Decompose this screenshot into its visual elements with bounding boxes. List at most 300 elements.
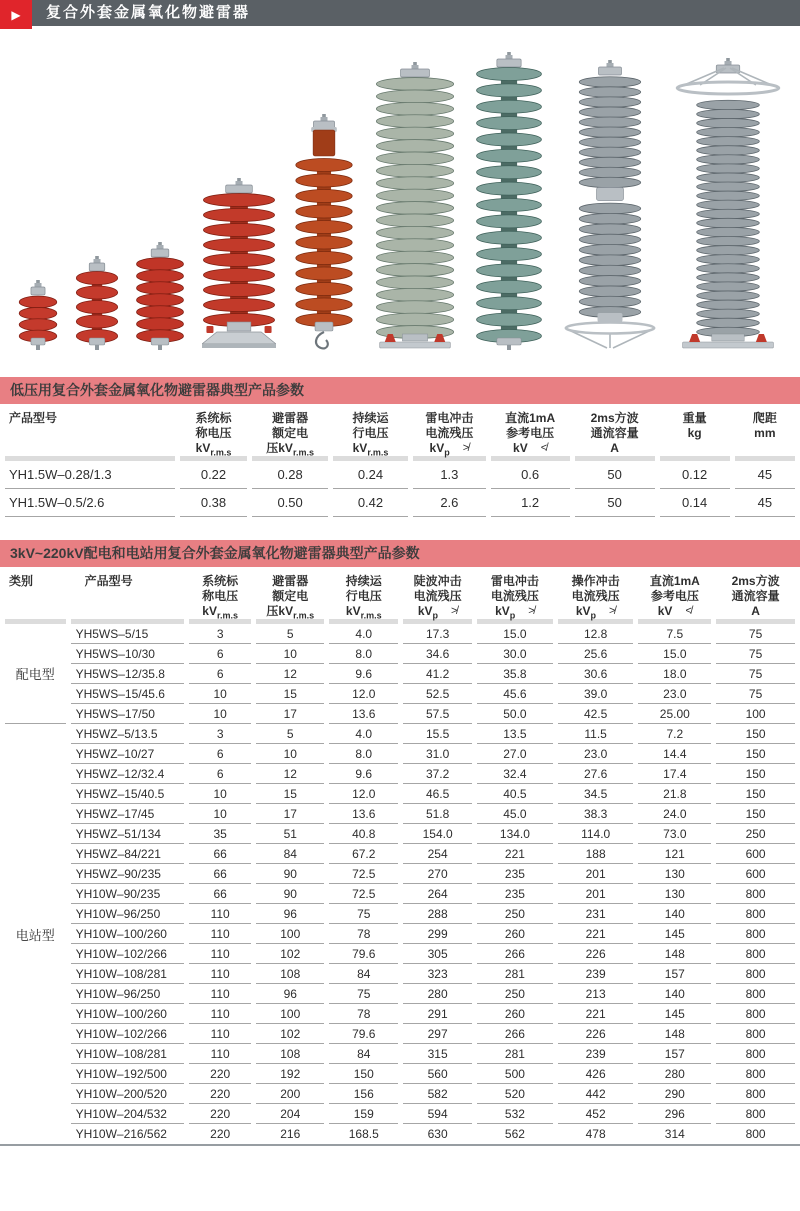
value-cell: 96 xyxy=(256,904,324,924)
value-cell: 1.3 xyxy=(413,461,485,489)
model-cell: YH5WZ–84/221 xyxy=(71,844,185,864)
model-cell: YH5WS–12/35.8 xyxy=(71,664,185,684)
value-cell: 45 xyxy=(735,461,795,489)
value-cell: 78 xyxy=(329,924,398,944)
value-cell: 4.0 xyxy=(329,624,398,644)
value-cell: 145 xyxy=(638,1004,711,1024)
value-cell: 800 xyxy=(716,984,795,1004)
value-cell: 102 xyxy=(256,944,324,964)
value-cell: 291 xyxy=(403,1004,472,1024)
arrester-photo-1 xyxy=(18,280,58,350)
value-cell: 10 xyxy=(256,744,324,764)
value-cell: 5 xyxy=(256,724,324,744)
value-cell: 114.0 xyxy=(558,824,634,844)
arrester-photo-7-svg xyxy=(473,52,545,350)
value-cell: 1.2 xyxy=(491,489,570,517)
value-cell: 150 xyxy=(716,804,795,824)
low-voltage-params-table-wrap xyxy=(0,404,800,517)
value-cell: 192 xyxy=(256,1064,324,1084)
value-cell: 800 xyxy=(716,1084,795,1104)
value-cell: 216 xyxy=(280,1127,301,1141)
value-cell: 50 xyxy=(575,461,655,489)
value-cell: 17 xyxy=(256,704,324,724)
table2-header-row xyxy=(5,567,795,624)
table-row xyxy=(5,724,795,744)
distribution-station-params-table xyxy=(0,567,800,1144)
product-photos-strip xyxy=(0,26,800,372)
value-cell: 66 xyxy=(189,844,251,864)
value-cell: 305 xyxy=(403,944,472,964)
col-header-4: 持续运 行电压 $kV_{r.m.s}$ xyxy=(329,567,398,624)
value-cell: 452 xyxy=(558,1104,634,1124)
table-row xyxy=(5,904,795,924)
model-cell: YH5WZ–17/45 xyxy=(71,804,185,824)
value-cell: 600 xyxy=(716,864,795,884)
value-cell: 4.0 xyxy=(329,724,398,744)
table2-title-bar xyxy=(0,540,800,567)
value-cell: 239 xyxy=(558,964,634,984)
value-cell: 250 xyxy=(477,904,553,924)
table-row xyxy=(5,1024,795,1044)
value-cell: 239 xyxy=(558,1044,634,1064)
table-row xyxy=(5,744,795,764)
table-row xyxy=(5,1104,795,1124)
table-row xyxy=(5,944,795,964)
table-row xyxy=(5,784,795,804)
arrester-photo-8-svg xyxy=(562,60,658,350)
value-cell: 18.0 xyxy=(638,664,711,684)
value-cell: 800 xyxy=(716,944,795,964)
value-cell: 11.5 xyxy=(558,724,634,744)
model-cell: YH10W–100/260 xyxy=(71,924,185,944)
play-arrow-icon: ▶ xyxy=(11,7,21,22)
model-cell: YH10W–100/260 xyxy=(71,1004,185,1024)
col-header-4: 雷电冲击 电流残压 $kV_p$ ≯ xyxy=(413,404,485,461)
value-cell: 52.5 xyxy=(403,684,472,704)
value-cell: 9.6 xyxy=(329,764,398,784)
col-header-5: 陡波冲击 电流残压 $kV_p$ ≯ xyxy=(403,567,472,624)
col-header-9: 2ms方波 通流容量 A xyxy=(716,567,795,624)
value-cell: 79.6 xyxy=(329,1024,398,1044)
value-cell: 0.50 xyxy=(252,489,327,517)
value-cell: 264 xyxy=(403,884,472,904)
value-cell: 15.5 xyxy=(403,724,472,744)
col-header-2: 系统标 称电压 $kV_{r.m.s}$ xyxy=(189,567,251,624)
table-row xyxy=(5,684,795,704)
value-cell: 100 xyxy=(256,924,324,944)
value-cell: 12.0 xyxy=(329,784,398,804)
col-header-7: 操作冲击 电流残压 $kV_p$ ≯ xyxy=(558,567,634,624)
value-cell: 800 xyxy=(716,1104,795,1124)
value-cell: 130 xyxy=(638,884,711,904)
value-cell: 426 xyxy=(558,1064,634,1084)
value-cell: 31.0 xyxy=(403,744,472,764)
value-cell: 296 xyxy=(638,1104,711,1124)
value-cell: 145 xyxy=(638,924,711,944)
table-row xyxy=(5,664,795,684)
table-row xyxy=(5,624,795,644)
arrester-photo-5 xyxy=(292,114,356,350)
value-cell: 150 xyxy=(329,1064,398,1084)
distribution-station-params-table-wrap xyxy=(0,567,800,1146)
value-cell: 35.8 xyxy=(477,664,553,684)
arrester-photo-7 xyxy=(473,52,545,350)
model-cell: YH5WS–15/45.6 xyxy=(71,684,185,704)
arrester-photo-9 xyxy=(674,58,782,350)
value-cell: 582 xyxy=(403,1084,472,1104)
value-cell: 67.2 xyxy=(329,844,398,864)
value-cell: 30.6 xyxy=(558,664,634,684)
value-cell: 8.0 xyxy=(329,644,398,664)
model-cell: YH10W–96/250 xyxy=(71,984,185,1004)
value-cell: 25.00 xyxy=(638,704,711,724)
model-cell: YH10W–108/281 xyxy=(71,1044,185,1064)
value-cell: 100 xyxy=(256,1004,324,1024)
value-cell: 148 xyxy=(638,1024,711,1044)
table-row xyxy=(5,924,795,944)
model-cell: YH5WZ–15/40.5 xyxy=(71,784,185,804)
value-cell: 15.0 xyxy=(477,624,553,644)
table2-title: 3kV~220kV配电和电站用复合外套金属氧化物避雷器典型产品参数 xyxy=(10,545,420,561)
value-cell: 13.6 xyxy=(329,704,398,724)
value-cell: 12 xyxy=(256,664,324,684)
value-cell: 500 xyxy=(477,1064,553,1084)
value-cell: 12 xyxy=(256,764,324,784)
value-cell: 168.5 xyxy=(348,1127,379,1141)
value-cell: 280 xyxy=(403,984,472,1004)
table-row xyxy=(5,804,795,824)
value-cell: 35 xyxy=(189,824,251,844)
value-cell: 46.5 xyxy=(403,784,472,804)
value-cell: 110 xyxy=(189,904,251,924)
value-cell: 96 xyxy=(256,984,324,1004)
value-cell: 84 xyxy=(329,964,398,984)
col-header-6: 雷电冲击 电流残压 $kV_p$ ≯ xyxy=(477,567,553,624)
table-row xyxy=(5,489,795,517)
arrester-photo-4 xyxy=(202,178,276,350)
value-cell: 50.0 xyxy=(477,704,553,724)
value-cell: 157 xyxy=(638,1044,711,1064)
value-cell: 130 xyxy=(638,864,711,884)
value-cell: 220 xyxy=(189,1104,251,1124)
table-row xyxy=(5,764,795,784)
value-cell: 520 xyxy=(477,1084,553,1104)
col-header-0: 产品型号 xyxy=(5,404,175,461)
value-cell: 188 xyxy=(558,844,634,864)
value-cell: 201 xyxy=(558,864,634,884)
value-cell: 10 xyxy=(189,684,251,704)
model-cell: YH10W–102/266 xyxy=(71,944,185,964)
page-title: 复合外套金属氧化物避雷器 xyxy=(46,4,251,21)
value-cell: 204 xyxy=(256,1104,324,1124)
value-cell: 41.2 xyxy=(403,664,472,684)
value-cell: 0.6 xyxy=(491,461,570,489)
brand-arrow-box xyxy=(0,0,32,29)
value-cell: 254 xyxy=(403,844,472,864)
value-cell: 23.0 xyxy=(638,684,711,704)
value-cell: 42.5 xyxy=(558,704,634,724)
value-cell: 6 xyxy=(189,644,251,664)
value-cell: 800 xyxy=(716,964,795,984)
value-cell: 260 xyxy=(477,1004,553,1024)
value-cell: 79.6 xyxy=(329,944,398,964)
value-cell: 800 xyxy=(745,1127,766,1141)
table-row xyxy=(5,844,795,864)
model-cell: YH5WS–17/50 xyxy=(71,704,185,724)
value-cell: 13.6 xyxy=(329,804,398,824)
model-cell: YH10W–90/235 xyxy=(71,884,185,904)
value-cell: 110 xyxy=(189,964,251,984)
value-cell: 0.22 xyxy=(180,461,248,489)
value-cell: 220 xyxy=(189,1084,251,1104)
value-cell: 45.6 xyxy=(477,684,553,704)
value-cell: 34.6 xyxy=(403,644,472,664)
table-row xyxy=(5,824,795,844)
value-cell: 110 xyxy=(189,1044,251,1064)
table-row xyxy=(5,704,795,724)
value-cell: 10 xyxy=(256,644,324,664)
arrester-photo-6-svg xyxy=(373,62,457,350)
arrester-photo-1-svg xyxy=(18,280,58,350)
value-cell: 478 xyxy=(585,1127,606,1141)
model-cell: YH10W–192/500 xyxy=(71,1064,185,1084)
value-cell: 32.4 xyxy=(477,764,553,784)
arrester-photo-3 xyxy=(135,242,185,350)
table-row xyxy=(5,964,795,984)
value-cell: 6 xyxy=(189,744,251,764)
value-cell: 14.4 xyxy=(638,744,711,764)
value-cell: 800 xyxy=(716,1024,795,1044)
value-cell: 72.5 xyxy=(329,884,398,904)
value-cell: 288 xyxy=(403,904,472,924)
arrester-photo-3-svg xyxy=(135,242,185,350)
value-cell: 3 xyxy=(189,624,251,644)
value-cell: 281 xyxy=(477,964,553,984)
model-cell: YH5WZ–90/235 xyxy=(71,864,185,884)
value-cell: 314 xyxy=(664,1127,685,1141)
value-cell: 800 xyxy=(716,884,795,904)
value-cell: 21.8 xyxy=(638,784,711,804)
value-cell: 154.0 xyxy=(403,824,472,844)
value-cell: 75 xyxy=(716,624,795,644)
table1-title-bar xyxy=(0,377,800,404)
value-cell: 250 xyxy=(716,824,795,844)
value-cell: 72.5 xyxy=(329,864,398,884)
table-row xyxy=(5,864,795,884)
value-cell: 30.0 xyxy=(477,644,553,664)
value-cell: 226 xyxy=(558,1024,634,1044)
value-cell: 800 xyxy=(716,1064,795,1084)
value-cell: 270 xyxy=(403,864,472,884)
value-cell: 221 xyxy=(477,844,553,864)
value-cell: 102 xyxy=(256,1024,324,1044)
value-cell: 75 xyxy=(329,904,398,924)
value-cell: 100 xyxy=(716,704,795,724)
value-cell: 226 xyxy=(558,944,634,964)
value-cell: 250 xyxy=(477,984,553,1004)
value-cell: 221 xyxy=(558,924,634,944)
value-cell: 281 xyxy=(477,1044,553,1064)
value-cell: 231 xyxy=(558,904,634,924)
value-cell: 45 xyxy=(735,489,795,517)
col-header-1: 系统标 称电压 $kV_{r.m.s}$ xyxy=(180,404,248,461)
value-cell: 17.3 xyxy=(403,624,472,644)
value-cell: 140 xyxy=(638,984,711,1004)
value-cell: 134.0 xyxy=(477,824,553,844)
table-row xyxy=(5,1064,795,1084)
value-cell: 235 xyxy=(477,884,553,904)
value-cell: 0.14 xyxy=(660,489,730,517)
value-cell: 73.0 xyxy=(638,824,711,844)
col-header-2: 避雷器 额定电 压$kV_{r.m.s}$ xyxy=(252,404,327,461)
value-cell: 10 xyxy=(189,804,251,824)
value-cell: 220 xyxy=(210,1127,231,1141)
value-cell: 10 xyxy=(189,704,251,724)
value-cell: 40.8 xyxy=(329,824,398,844)
value-cell: 0.38 xyxy=(180,489,248,517)
model-cell: YH10W–200/520 xyxy=(71,1084,185,1104)
value-cell: 201 xyxy=(558,884,634,904)
value-cell: 6 xyxy=(189,664,251,684)
value-cell: 0.24 xyxy=(333,461,408,489)
value-cell: 266 xyxy=(477,1024,553,1044)
model-cell: YH10W–96/250 xyxy=(71,904,185,924)
value-cell: 562 xyxy=(504,1127,525,1141)
col-header-3: 避雷器 额定电 压$kV_{r.m.s}$ xyxy=(256,567,324,624)
value-cell: 235 xyxy=(477,864,553,884)
arrester-photo-5-svg xyxy=(292,114,356,350)
value-cell: 5 xyxy=(256,624,324,644)
table-row xyxy=(5,884,795,904)
value-cell: 90 xyxy=(256,864,324,884)
value-cell: 150 xyxy=(716,764,795,784)
value-cell: 51 xyxy=(256,824,324,844)
value-cell: 221 xyxy=(558,1004,634,1024)
value-cell: 75 xyxy=(716,684,795,704)
value-cell: 27.6 xyxy=(558,764,634,784)
arrester-photo-2 xyxy=(75,256,119,350)
value-cell: 24.0 xyxy=(638,804,711,824)
value-cell: 84 xyxy=(329,1044,398,1064)
value-cell: 600 xyxy=(716,844,795,864)
value-cell: 0.28 xyxy=(252,461,327,489)
category-cell: 配电型 xyxy=(5,624,66,724)
value-cell: 90 xyxy=(256,884,324,904)
value-cell: 150 xyxy=(716,724,795,744)
value-cell: 140 xyxy=(638,904,711,924)
col-header-8: 直流1mA 参考电压 kV ≮ xyxy=(638,567,711,624)
arrester-photo-9-svg xyxy=(674,58,782,350)
value-cell: 75 xyxy=(716,644,795,664)
arrester-photo-8 xyxy=(562,60,658,350)
value-cell: 7.2 xyxy=(638,724,711,744)
value-cell: 15 xyxy=(256,784,324,804)
value-cell: 0.42 xyxy=(333,489,408,517)
value-cell: 121 xyxy=(638,844,711,864)
value-cell: 7.5 xyxy=(638,624,711,644)
value-cell: 266 xyxy=(477,944,553,964)
value-cell: 315 xyxy=(403,1044,472,1064)
table-row xyxy=(5,984,795,1004)
value-cell: 323 xyxy=(403,964,472,984)
col-header-8: 爬距 mm xyxy=(735,404,795,461)
table-row xyxy=(5,1124,795,1144)
value-cell: 12.8 xyxy=(558,624,634,644)
table-row xyxy=(5,461,795,489)
value-cell: 45.0 xyxy=(477,804,553,824)
value-cell: 40.5 xyxy=(477,784,553,804)
model-cell: YH5WZ–12/32.4 xyxy=(71,764,185,784)
col-header-5: 直流1mA 参考电压 kV ≮ xyxy=(491,404,570,461)
value-cell: 25.6 xyxy=(558,644,634,664)
value-cell: 800 xyxy=(716,1004,795,1024)
value-cell: 108 xyxy=(256,1044,324,1064)
page-header-bar xyxy=(0,0,800,26)
value-cell: 220 xyxy=(189,1064,251,1084)
value-cell: 156 xyxy=(329,1084,398,1104)
low-voltage-params-table xyxy=(0,404,800,517)
value-cell: 159 xyxy=(329,1104,398,1124)
value-cell: 34.5 xyxy=(558,784,634,804)
col-header-3: 持续运 行电压 $kV_{r.m.s}$ xyxy=(333,404,408,461)
value-cell: 9.6 xyxy=(329,664,398,684)
value-cell: 12.0 xyxy=(329,684,398,704)
model-cell: YH5WZ–5/13.5 xyxy=(71,724,185,744)
table-row xyxy=(5,644,795,664)
value-cell: 15.0 xyxy=(638,644,711,664)
arrester-photo-2-svg xyxy=(75,256,119,350)
value-cell: 27.0 xyxy=(477,744,553,764)
arrester-photo-4-svg xyxy=(202,178,276,350)
value-cell: 3 xyxy=(189,724,251,744)
model-cell: YH5WZ–10/27 xyxy=(71,744,185,764)
value-cell: 75 xyxy=(329,984,398,1004)
model-cell: YH10W–204/532 xyxy=(71,1104,185,1124)
value-cell: 78 xyxy=(329,1004,398,1024)
value-cell: 630 xyxy=(427,1127,448,1141)
value-cell: 290 xyxy=(638,1084,711,1104)
value-cell: 0.12 xyxy=(660,461,730,489)
model-cell: YH10W–108/281 xyxy=(71,964,185,984)
table-row xyxy=(5,1004,795,1024)
value-cell: 50 xyxy=(575,489,655,517)
value-cell: 108 xyxy=(256,964,324,984)
model-cell: YH1.5W–0.28/1.3 xyxy=(5,461,175,489)
value-cell: 57.5 xyxy=(403,704,472,724)
col-header-1: 产品型号 xyxy=(71,567,185,624)
value-cell: 84 xyxy=(256,844,324,864)
value-cell: 200 xyxy=(256,1084,324,1104)
value-cell: 800 xyxy=(716,1044,795,1064)
model-cell: YH10W–102/266 xyxy=(71,1024,185,1044)
value-cell: 299 xyxy=(403,924,472,944)
value-cell: 23.0 xyxy=(558,744,634,764)
table1-title: 低压用复合外套金属氧化物避雷器典型产品参数 xyxy=(10,382,304,398)
value-cell: 260 xyxy=(477,924,553,944)
model-cell: YH5WS–5/15 xyxy=(71,624,185,644)
value-cell: 51.8 xyxy=(403,804,472,824)
value-cell: 110 xyxy=(189,1024,251,1044)
value-cell: 110 xyxy=(189,924,251,944)
value-cell: 800 xyxy=(716,924,795,944)
value-cell: 150 xyxy=(716,744,795,764)
value-cell: 110 xyxy=(189,984,251,1004)
value-cell: 150 xyxy=(716,784,795,804)
value-cell: 800 xyxy=(716,904,795,924)
value-cell: 532 xyxy=(477,1104,553,1124)
value-cell: 6 xyxy=(189,764,251,784)
value-cell: 297 xyxy=(403,1024,472,1044)
